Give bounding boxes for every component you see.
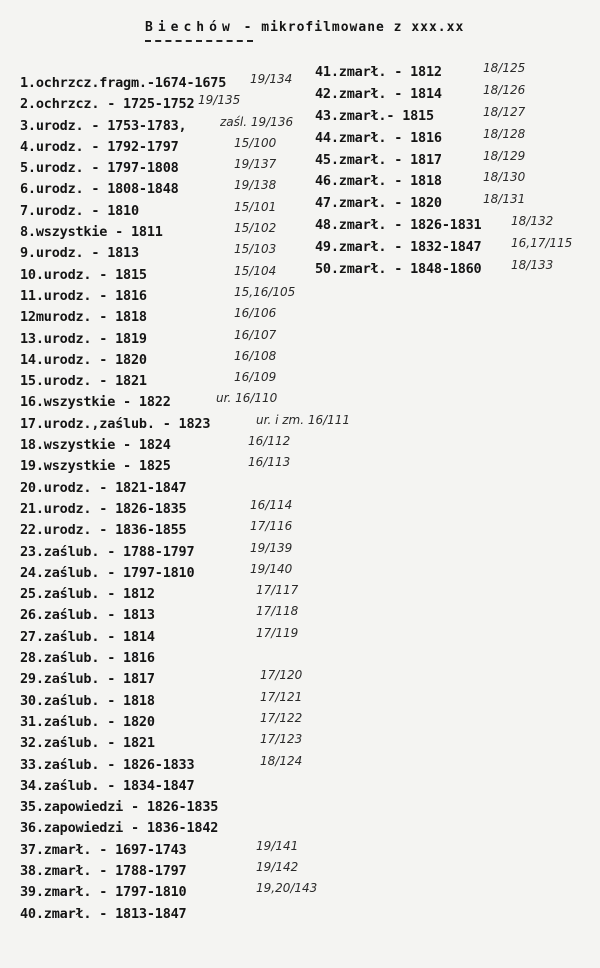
register-entry: 44.zmarł. - 1816 [315, 129, 442, 146]
register-entry: 5.urodz. - 1797-1808 [20, 160, 179, 177]
handwritten-reference: 17/117 [256, 583, 299, 598]
handwritten-reference: 18/130 [483, 170, 526, 185]
handwritten-reference: 16/109 [234, 370, 277, 385]
handwritten-reference: 15/104 [234, 263, 277, 278]
register-entry: 37.zmarł. - 1697-1743 [20, 841, 187, 858]
handwritten-reference: 19/139 [250, 540, 293, 555]
handwritten-reference: 18/125 [483, 61, 526, 75]
register-entry: 40.zmarł. - 1813-1847 [20, 905, 187, 922]
handwritten-reference: 16/107 [234, 327, 277, 342]
register-entry: 33.zaślub. - 1826-1833 [20, 756, 195, 773]
handwritten-reference: 18/127 [483, 104, 526, 119]
handwritten-reference: 19/137 [234, 157, 277, 172]
register-entry: 42.zmarł. - 1814 [315, 85, 442, 102]
register-entry: 20.urodz. - 1821-1847 [20, 479, 187, 496]
handwritten-reference: 17/121 [260, 689, 303, 704]
handwritten-reference: 19/138 [234, 178, 277, 193]
register-entry: 41.zmarł. - 1812 [315, 64, 442, 80]
register-entry: 50.zmarł. - 1848-1860 [315, 261, 482, 278]
register-entry: 28.zaślub. - 1816 [20, 650, 155, 667]
register-entry: 3.urodz. - 1753-1783, [20, 117, 187, 134]
register-entry: 19.wszystkie - 1825 [20, 458, 171, 475]
title-underline [145, 40, 253, 42]
register-entry: 26.zaślub. - 1813 [20, 607, 155, 624]
handwritten-reference: 17/122 [260, 710, 303, 725]
register-entry: 4.urodz. - 1792-1797 [20, 138, 179, 155]
register-entry: 39.zmarł. - 1797-1810 [20, 884, 187, 901]
handwritten-reference: 16,17/115 [511, 236, 573, 251]
handwritten-reference: 19,20/143 [256, 881, 318, 896]
handwritten-reference: 19/135 [198, 93, 241, 108]
handwritten-reference: ur. 16/110 [216, 391, 278, 406]
register-entry: 35.zapowiedzi - 1826-1835 [20, 799, 219, 816]
title-suffix: - mikrofilmowane z xxx.xx [243, 20, 465, 35]
register-entry: 12murodz. - 1818 [20, 309, 147, 326]
register-entry: 1.ochrzcz.fragm.-1674-1675 [20, 75, 227, 91]
register-entry: 8.wszystkie - 1811 [20, 224, 163, 241]
handwritten-reference: 17/118 [256, 604, 299, 619]
register-entry: 18.wszystkie - 1824 [20, 437, 171, 454]
register-entry: 32.zaślub. - 1821 [20, 735, 155, 752]
handwritten-reference: 19/140 [250, 561, 293, 576]
register-entry: 49.zmarł. - 1832-1847 [315, 239, 482, 256]
register-entry: 46.zmarł. - 1818 [315, 173, 442, 190]
handwritten-reference: ur. i zm. 16/111 [256, 412, 351, 427]
handwritten-reference: 15/103 [234, 242, 277, 257]
handwritten-reference: 15/100 [234, 135, 277, 150]
register-entry: 36.zapowiedzi - 1836-1842 [20, 820, 219, 837]
register-entry: 43.zmarł.- 1815 [315, 107, 434, 124]
handwritten-reference: 18/124 [260, 753, 303, 768]
handwritten-reference: 15/101 [234, 199, 277, 214]
handwritten-reference: 18/126 [483, 82, 526, 97]
handwritten-reference: zaśl. 19/136 [220, 114, 294, 129]
register-entry: 7.urodz. - 1810 [20, 202, 139, 219]
handwritten-reference: 16/108 [234, 348, 277, 363]
register-entry: 13.urodz. - 1819 [20, 330, 147, 347]
handwritten-reference: 18/131 [483, 192, 526, 207]
register-entry: 27.zaślub. - 1814 [20, 628, 155, 645]
register-entry: 23.zaślub. - 1788-1797 [20, 543, 195, 560]
handwritten-reference: 15/102 [234, 221, 277, 236]
register-entry: 31.zaślub. - 1820 [20, 713, 155, 730]
title-name: Biechów [145, 20, 235, 35]
register-entry: 14.urodz. - 1820 [20, 351, 147, 368]
handwritten-reference: 18/133 [511, 258, 554, 273]
handwritten-reference: 17/123 [260, 732, 303, 747]
handwritten-reference: 19/141 [256, 838, 299, 853]
handwritten-reference: 18/128 [483, 126, 526, 141]
handwritten-reference: 15,16/105 [234, 284, 296, 299]
register-entry: 9.urodz. - 1813 [20, 245, 139, 262]
handwritten-reference: 18/132 [511, 214, 554, 229]
register-entry: 6.urodz. - 1808-1848 [20, 181, 179, 198]
register-entry: 15.urodz. - 1821 [20, 373, 147, 390]
register-entry: 16.wszystkie - 1822 [20, 394, 171, 411]
handwritten-reference: 17/116 [250, 519, 293, 534]
handwritten-reference: 16/112 [248, 434, 291, 449]
register-entry: 30.zaślub. - 1818 [20, 692, 155, 709]
handwritten-reference: 17/120 [260, 668, 303, 683]
handwritten-reference: 16/106 [234, 306, 277, 321]
handwritten-reference: 17/119 [256, 625, 299, 640]
register-entry: 48.zmarł. - 1826-1831 [315, 217, 482, 234]
handwritten-reference: 18/129 [483, 148, 526, 163]
register-entry: 11.urodz. - 1816 [20, 287, 147, 304]
register-entry: 17.urodz.,zaślub. - 1823 [20, 415, 211, 432]
register-entry: 25.zaślub. - 1812 [20, 586, 155, 603]
register-entry: 45.zmarł. - 1817 [315, 151, 442, 168]
page-title [145, 20, 464, 35]
handwritten-reference: 19/134 [250, 72, 293, 86]
register-entry: 22.urodz. - 1836-1855 [20, 522, 187, 539]
register-entry: 24.zaślub. - 1797-1810 [20, 564, 195, 581]
register-entry: 47.zmarł. - 1820 [315, 195, 442, 212]
handwritten-reference: 16/113 [248, 455, 291, 470]
register-entry: 2.ochrzcz. - 1725-1752 [20, 96, 195, 113]
register-entry: 38.zmarł. - 1788-1797 [20, 862, 187, 879]
register-entry: 34.zaślub. - 1834-1847 [20, 777, 195, 794]
register-entry: 29.zaślub. - 1817 [20, 671, 155, 688]
handwritten-reference: 19/142 [256, 859, 299, 874]
handwritten-reference: 16/114 [250, 497, 293, 512]
register-entry: 10.urodz. - 1815 [20, 266, 147, 283]
register-entry: 21.urodz. - 1826-1835 [20, 500, 187, 517]
